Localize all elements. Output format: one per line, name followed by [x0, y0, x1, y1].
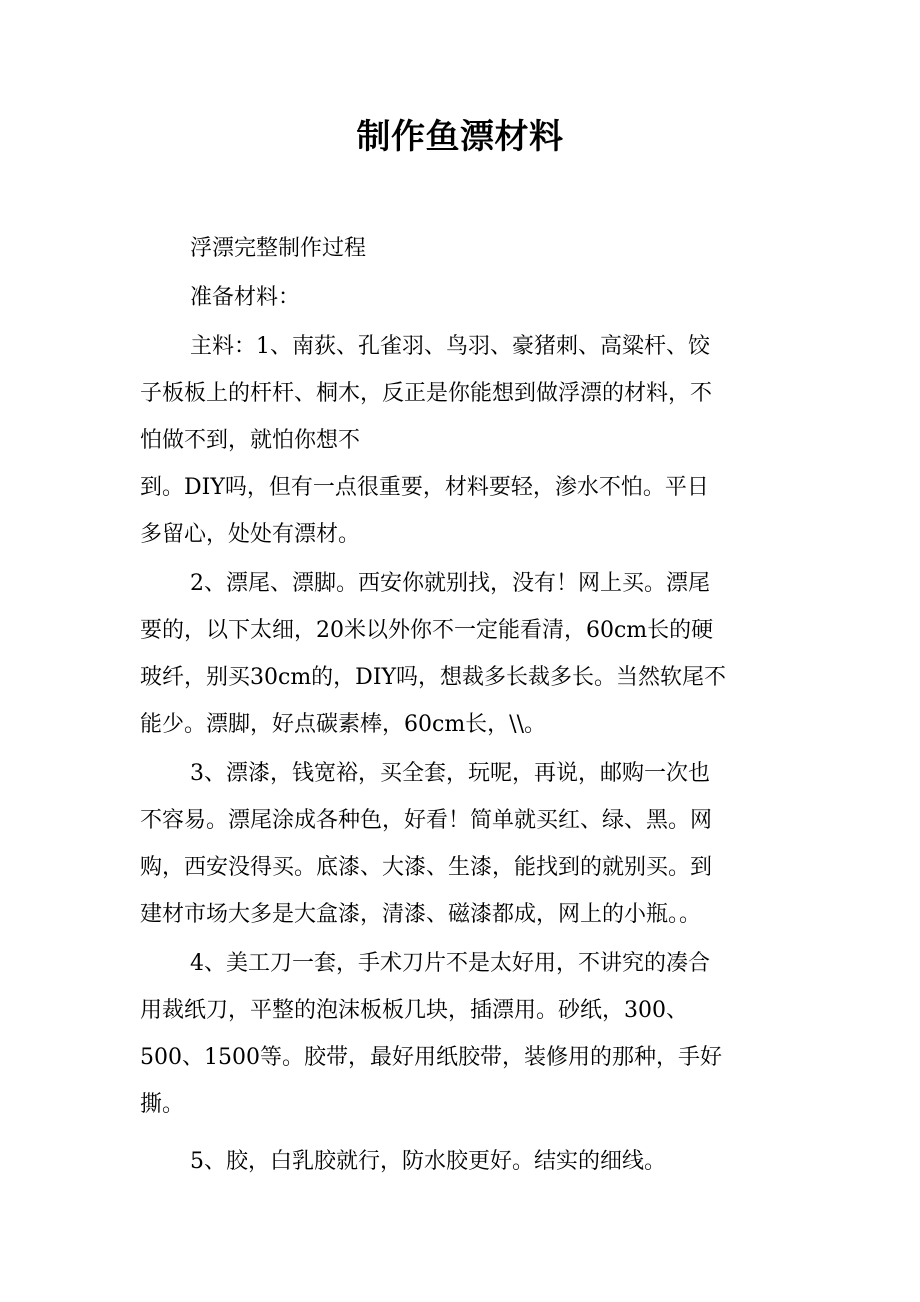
- text-line: 建材市场大多是大盒漆，清漆、磁漆都成，网上的小瓶。。: [140, 902, 702, 927]
- paragraph-materials-label: [140, 274, 780, 321]
- text-line: 能少。漂脚，好点碳素棒，60cm长，\\。: [140, 712, 547, 737]
- paragraph-item-5: [140, 1138, 780, 1185]
- text-line: 准备材料：: [190, 285, 301, 310]
- text-line: 玻纤，别买30cm的，DIY吗，想裁多长裁多长。当然软尾不: [140, 665, 727, 690]
- paragraph-item-4: [140, 940, 780, 1128]
- text-line: 2、漂尾、漂脚。西安你就别找，没有！网上买。漂尾: [190, 571, 710, 596]
- text-line: 多留心，处处有漂材。: [140, 522, 361, 547]
- text-line: 3、漂漆，钱宽裕，买全套，玩呢，再说，邮购一次也: [190, 761, 710, 786]
- paragraph-heading-process: [140, 225, 780, 272]
- paragraph-item-3: [140, 750, 780, 938]
- text-line: 用裁纸刀，平整的泡沫板板几块，插漂用。砂纸，300、: [140, 998, 688, 1023]
- paragraph-item-2: [140, 560, 780, 748]
- text-line: 撕。: [140, 1092, 185, 1117]
- text-line: 怕做不到，就怕你想不: [140, 428, 361, 453]
- paragraph-item-1: [140, 323, 780, 558]
- text-line: 到。DIY吗，但有一点很重要，材料要轻，渗水不怕。平日: [140, 475, 709, 500]
- text-line: 500、1500等。胶带，最好用纸胶带，装修用的那种，手好: [140, 1045, 722, 1070]
- text-line: 子板板上的杆杆、桐木，反正是你能想到做浮漂的材料，不: [140, 381, 713, 406]
- text-line: 主料：1、南荻、孔雀羽、鸟羽、豪猪刺、高粱杆、饺: [190, 334, 710, 359]
- document-title: 制作鱼漂材料: [356, 117, 564, 157]
- text-line: 4、美工刀一套，手术刀片不是太好用，不讲究的凑合: [190, 951, 710, 976]
- text-line: 购，西安没得买。底漆、大漆、生漆，能找到的就别买。到: [140, 855, 713, 880]
- document-body: [140, 225, 780, 1185]
- text-line: 5、胶，白乳胶就行，防水胶更好。结实的细线。: [190, 1149, 666, 1174]
- text-line: 浮漂完整制作过程: [190, 236, 367, 261]
- text-line: 要的，以下太细，20米以外你不一定能看清，60cm长的硬: [140, 618, 714, 643]
- text-line: 不容易。漂尾涂成各种色，好看！简单就买红、绿、黑。网: [140, 808, 713, 833]
